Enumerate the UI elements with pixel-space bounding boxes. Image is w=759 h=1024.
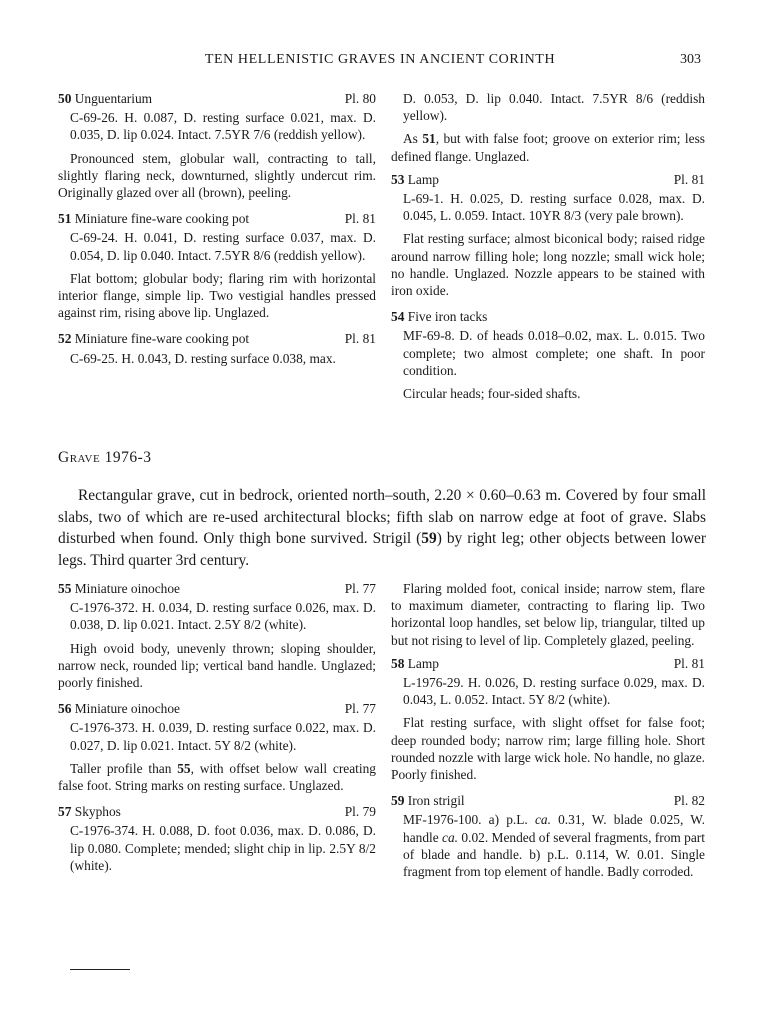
grave-description: Rectangular grave, cut in bedrock, oriented north–south, 2.20 × 0.60–0.63 m. Covered by four small slabs, two of which are re-used architectural blocks; fifth slab on narrow edge at foot of grave. Slabs disturbed when found. Only thigh bone survived. Strigil (59) by right leg; other objects between lower legs. Third quarter 3rd century. <box>58 487 706 569</box>
entry-52-description: As 51, but with false foot; groove on exterior rim; less defined flange. Unglazed. <box>391 131 705 164</box>
catalog-entry-52 <box>58 330 376 366</box>
entry-number: 55 <box>58 581 72 596</box>
grave-heading: Grave 1976-3 <box>58 449 152 466</box>
top-left-column <box>58 90 376 376</box>
entry-number: 57 <box>58 804 72 820</box>
entry-number: 52 <box>58 331 72 347</box>
entry-number: 51 <box>58 211 72 227</box>
entry-title: Lamp <box>407 171 439 187</box>
entry-number: 54 <box>391 309 405 325</box>
entry-meta: C-69-24. H. 0.041, D. resting surface 0.037, max. D. 0.054, D. lip 0.040. Intact. 7.5YR 8/6 (reddish yellow). <box>70 230 376 263</box>
catalog-entry-55 <box>58 580 376 691</box>
catalog-entry-59 <box>391 792 705 880</box>
entry-meta: C-1976-372. H. 0.034, D. resting surface 0.026, max. D. 0.038, D. lip 0.021. Intact. 2.5Y 8/2 (white). <box>70 600 376 633</box>
catalog-entry-51 <box>58 210 376 321</box>
running-head: TEN HELLENISTIC GRAVES IN ANCIENT CORINTH <box>204 52 556 67</box>
plate-reference: Pl. 81 <box>673 171 705 187</box>
entry-meta: C-69-25. H. 0.043, D. resting surface 0.038, max. <box>70 350 336 366</box>
plate-reference: Pl. 80 <box>344 91 376 106</box>
bottom-left-column <box>58 580 376 883</box>
page-number: 303 <box>680 52 701 67</box>
entry-meta: MF-69-8. D. of heads 0.018–0.02, max. L. 0.015. Two complete; two almost complete; one shaft. In poor condition. <box>403 328 705 378</box>
plate-reference: Pl. 81 <box>344 211 376 227</box>
entry-number: 59 <box>391 793 405 809</box>
entry-meta: L-69-1. H. 0.025, D. resting surface 0.028, max. D. 0.045, L. 0.059. Intact. 10YR 8/3 (very pale brown). <box>403 191 705 224</box>
entry-number: 56 <box>58 701 72 717</box>
entry-title: Skyphos <box>74 804 121 820</box>
entry-description: Flat resting surface; almost biconical body; raised ridge around narrow filling hole; long nozzle; small wick hole; no handle. Unglazed. Nozzle appears to be stained with iron oxide. <box>391 231 705 299</box>
entry-title: Miniature oinochoe <box>74 701 180 717</box>
catalog-entry-56 <box>58 700 376 794</box>
entry-meta: MF-1976-100. a) p.L. ca. 0.31, W. blade 0.025, W. handle ca. 0.02. Mended of several fragments, from part of blade and handle. b) p.L. 0.114, W. 0.01. Single fragment from top element of handle. Badly corroded. <box>403 812 705 880</box>
cross-reference: 59 <box>421 530 437 548</box>
entry-meta: L-1976-29. H. 0.026, D. resting surface 0.029, max. D. 0.043, L. 0.052. Intact. 5Y 8/2 (white). <box>403 675 705 708</box>
entry-meta: C-1976-374. H. 0.088, D. foot 0.036, max. D. 0.086, D. lip 0.080. Complete; mended; slight chip in lip. 2.5Y 8/2 (white). <box>70 823 376 873</box>
catalog-entry-57 <box>58 803 376 874</box>
entry-52-meta-continued: D. 0.053, D. lip 0.040. Intact. 7.5YR 8/6 (reddish yellow). <box>403 91 705 124</box>
plate-reference: Pl. 82 <box>673 793 705 809</box>
top-right-column <box>391 90 705 411</box>
cross-reference: 51 <box>422 131 436 147</box>
entry-number: 53 <box>391 171 405 187</box>
entry-description: Flat bottom; globular body; flaring rim with horizontal interior flange, simple lip. Two vestigial handles pressed against rim, rising above lip. Unglazed. <box>58 270 376 321</box>
catalog-entry-58 <box>391 655 705 783</box>
entry-description: Flat resting surface, with slight offset for false foot; deep rounded body; narrow rim; large filling hole. Short rounded nozzle with large wick hole. No handle, no glaze. Poorly finished. <box>391 715 705 783</box>
plate-reference: Pl. 81 <box>673 655 705 671</box>
catalog-entry-53 <box>391 171 705 299</box>
entry-title: Miniature oinochoe <box>74 581 180 596</box>
entry-title: Five iron tacks <box>407 309 488 325</box>
catalog-entry-54 <box>391 308 705 402</box>
entry-title: Unguentarium <box>74 91 153 106</box>
plate-reference: Pl. 79 <box>344 804 376 820</box>
plate-reference: Pl. 81 <box>344 331 376 347</box>
entry-description: Pronounced stem, globular wall, contracting to tall, slightly flaring neck, downturned, slightly undercut rim. Originally glazed over all (brown), peeling. <box>58 150 376 201</box>
entry-title: Miniature fine-ware cooking pot <box>74 331 250 347</box>
cross-reference: 55 <box>177 760 191 776</box>
catalog-entry-50 <box>58 90 376 201</box>
entry-title: Lamp <box>407 655 439 671</box>
entry-description: Circular heads; four-sided shafts. <box>403 386 581 402</box>
entry-number: 58 <box>391 655 405 671</box>
footnote-rule <box>70 969 130 970</box>
entry-meta: C-1976-373. H. 0.039, D. resting surface 0.022, max. D. 0.027, D. lip 0.021. Intact. 5Y 8/2 (white). <box>70 720 376 753</box>
entry-title: Iron strigil <box>407 793 465 809</box>
entry-57-description: Flaring molded foot, conical inside; narrow stem, flare to maximum diameter, contracting to flaring lip. Two horizontal loop handles, set below lip, triangular, tilted up but not rising to level of lip. Completely glazed, peeling. <box>391 581 705 648</box>
plate-reference: Pl. 77 <box>344 581 376 596</box>
plate-reference: Pl. 77 <box>344 701 376 717</box>
bottom-right-column <box>391 580 705 889</box>
entry-title: Miniature fine-ware cooking pot <box>74 211 250 227</box>
entry-description: High ovoid body, unevenly thrown; sloping shoulder, narrow neck, rounded lip; vertical band handle. Unglazed; poorly finished. <box>58 640 376 691</box>
entry-meta: C-69-26. H. 0.087, D. resting surface 0.021, max. D. 0.035, D. lip 0.024. Intact. 7.5YR 7/6 (reddish yellow). <box>70 110 376 143</box>
entry-description: Taller profile than 55, with offset below wall creating false foot. String marks on resting surface. Unglazed. <box>58 760 376 794</box>
entry-number: 50 <box>58 91 72 106</box>
